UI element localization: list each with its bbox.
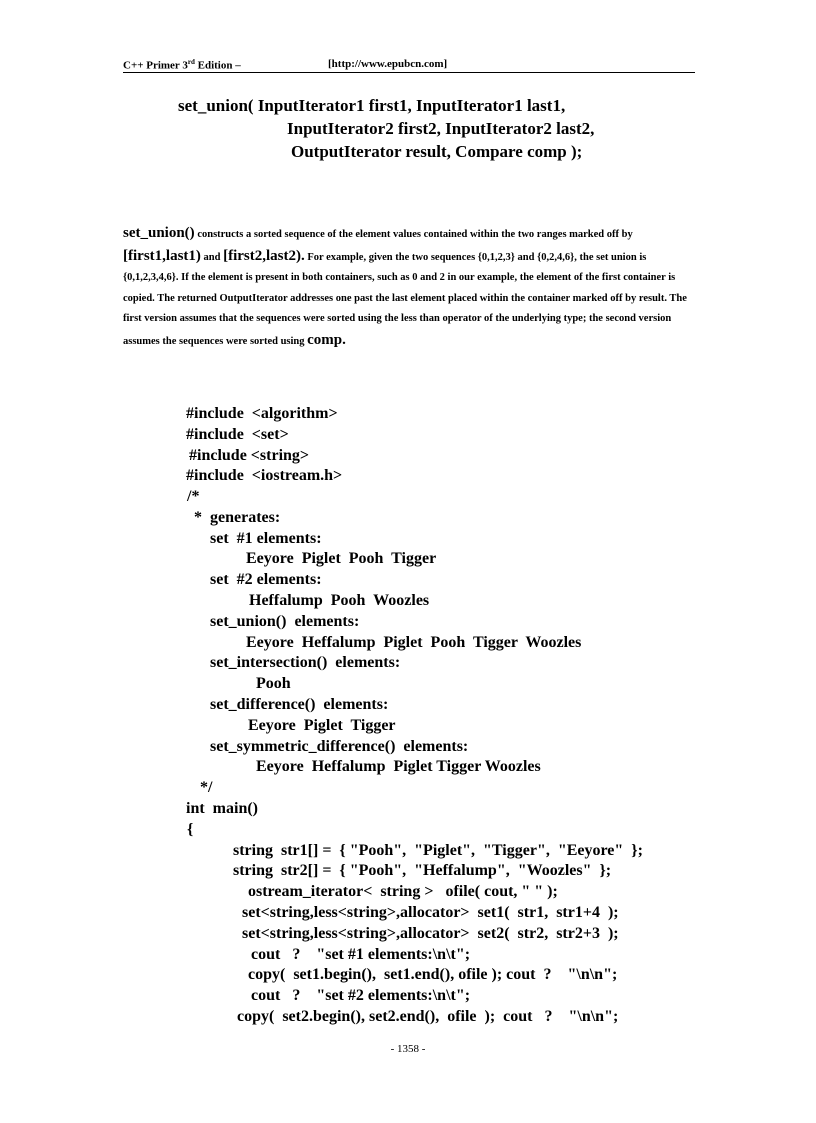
term-comp: comp. xyxy=(307,331,346,348)
code-line: string str1[] = { "Pooh", "Piglet", "Tigger", "Eeyore" }; xyxy=(233,842,643,859)
code-line: set #2 elements: xyxy=(210,571,322,588)
code-line: { xyxy=(187,821,194,838)
code-line: Pooh xyxy=(256,675,291,692)
code-line: int main() xyxy=(186,800,258,817)
term-range1: [first1,last1) xyxy=(123,247,201,264)
code-line: Heffalump Pooh Woozles xyxy=(249,592,430,609)
code-line: string str2[] = { "Pooh", "Heffalump", "Woozles" }; xyxy=(233,862,612,879)
code-line: #include <set> xyxy=(186,426,289,443)
header-book-title: C++ Primer 3rd Edition – xyxy=(123,58,241,72)
page-number: - 1358 - xyxy=(390,1043,426,1055)
code-line: Eeyore Piglet Pooh Tigger xyxy=(246,550,437,567)
signature-line-2: InputIterator2 first2, InputIterator2 last2, xyxy=(287,119,595,138)
header-rule xyxy=(123,72,695,73)
signature-line-3: OutputIterator result, Compare comp ); xyxy=(291,142,583,161)
code-line: Eeyore Piglet Tigger xyxy=(248,717,396,734)
code-line: */ xyxy=(200,779,213,796)
code-line: set<string,less<string>,allocator> set2( str2, str2+3 ); xyxy=(242,925,619,942)
term-range2: [first2,last2). xyxy=(223,247,305,264)
header-url: [http://www.epubcn.com] xyxy=(328,58,448,70)
code-line: #include <iostream.h> xyxy=(186,467,343,484)
signature-line-1: set_union( InputIterator1 first1, InputIterator1 last1, xyxy=(178,96,566,115)
term-set-union: set_union() xyxy=(123,225,195,241)
code-line: set #1 elements: xyxy=(210,530,322,547)
code-line: ostream_iterator< string > ofile( cout, " " ); xyxy=(248,883,558,900)
code-line: Eeyore Heffalump Piglet Pooh Tigger Woozles xyxy=(246,634,582,651)
code-line: set_union() elements: xyxy=(210,613,360,630)
code-line: Eeyore Heffalump Piglet Tigger Woozles xyxy=(256,758,541,775)
code-line: copy( set1.begin(), set1.end(), ofile ); cout ? "\n\n"; xyxy=(248,966,618,983)
code-line: #include <algorithm> xyxy=(186,405,338,422)
code-line: set_symmetric_difference() elements: xyxy=(210,738,469,755)
code-line: set<string,less<string>,allocator> set1( str1, str1+4 ); xyxy=(242,904,619,921)
code-line: /* xyxy=(187,488,200,505)
description-paragraph: set_union() constructs a sorted sequence of the element values contained within the two ranges marked off by [first1,last1) and [first2,last2). For example, given the two sequences {0,1,2,3} and {0,2,4,6}, the set union is {0,1,2,3,4,6}. If the element is present in both containers, such as 0 and 2 in our example, the element of the first container is copied. The returned OutputIterator addresses one past the last element placed within the container marked off by result. The first version assumes that the sequences were sorted using the less than operator of the underlying type; the second version assumes the sequences were sorted using comp. xyxy=(123,225,687,348)
code-line: cout ? "set #2 elements:\n\t"; xyxy=(251,987,471,1004)
code-line: set_difference() elements: xyxy=(210,696,389,713)
code-line: cout ? "set #1 elements:\n\t"; xyxy=(251,946,471,963)
code-line: set_intersection() elements: xyxy=(210,654,401,671)
code-line: * generates: xyxy=(194,509,281,526)
code-line: copy( set2.begin(), set2.end(), ofile ); cout ? "\n\n"; xyxy=(237,1008,619,1025)
code-line: #include <string> xyxy=(189,447,310,464)
